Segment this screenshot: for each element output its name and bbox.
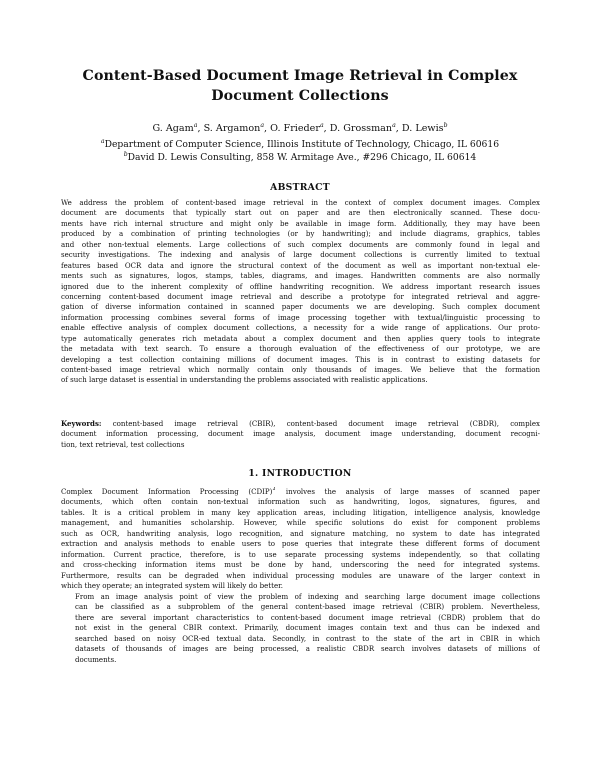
author: S. Argamon$^a$, — [203, 122, 271, 134]
intro-line: documents, which often contain non-textual information such as handwriting, logos, signatures, figures, and — [61, 497, 540, 507]
intro-line: documents. — [75, 654, 117, 664]
abstract-line: ignored due to the inherent complexity of offline handwriting recognition. We address important research issues — [61, 281, 540, 291]
intro-line: datasets of thousands of images are being processed, a realistic CBDR search involves datasets of millions of — [75, 644, 540, 654]
intro-line: searched based on noisy OCR-ed textual data. Secondly, in contrast to the state of the art in CBIR in which — [75, 633, 540, 643]
intro-line: From an image analysis point of view the problem of indexing and searching large document image collections — [75, 592, 540, 601]
abstract-line: and other non-textual elements. Large collections of such complex documents are commonly found in legal and — [61, 239, 540, 249]
abstract-line: information processing combines several forms of image processing together with textual/linguistic processing to — [61, 312, 540, 322]
abstract-line: ments have rich internal structure and might only be available in image form. Additionally, they may have been — [61, 218, 540, 228]
affiliation-mark: b — [123, 151, 128, 158]
intro-paragraph-2 — [61, 592, 540, 665]
intro-line: and cross-checking information items must be done by hand, underscoring the need for integrated systems. — [61, 560, 540, 570]
intro-line: can be classified as a subproblem of the general content-based image retrieval (CBIR) problem. Nevertheless, — [75, 602, 540, 612]
abstract-line: gation of diverse information contained in scanned paper documents we are developing. Such complex document — [61, 302, 540, 312]
abstract-line: the metadata with text search. To ensure a thorough evaluation of the effectiveness of our prototype, we are — [61, 344, 540, 354]
intro-line: management, and humanities scholarship. However, while specific solutions do exist for component problems — [61, 518, 540, 528]
intro-line: Furthermore, results can be degraded when individual processing modules are unaware of the larger context in — [61, 570, 540, 580]
intro-line: such as OCR, handwriting analysis, logo recognition, and signature matching, no system to date has integrated — [61, 528, 540, 538]
author: G. Agam$^a$, — [152, 122, 204, 134]
intro-line: there are several important characteristics to content-based document image retrieval (CBDR) problem that do — [75, 612, 540, 622]
title-line-1: Content-Based Document Image Retrieval in Complex — [82, 68, 518, 84]
affiliation-mark: a — [319, 122, 324, 129]
abstract-line: features based OCR data and ignore the structural context of the document as well as important non-textual ele- — [61, 260, 540, 270]
abstract-heading: ABSTRACT — [270, 182, 330, 193]
abstract-line: type automatically generates rich metadata about a complex document and then applies query tools to integrate — [61, 333, 540, 343]
author-list — [40, 122, 560, 135]
author: D. Grossman$^a$, — [329, 122, 402, 134]
abstract-line: document are documents that typically start out on paper and are then electronically scanned. These docu- — [61, 208, 540, 218]
keywords-line: Keywords: content-based image retrieval (CBIR), content-based document image retrieval (CBDR), complex — [61, 419, 540, 428]
footnote-mark: 1 — [272, 487, 277, 492]
affiliation-mark: a — [260, 122, 265, 129]
keywords-label: Keywords: — [61, 419, 102, 428]
abstract-line: ments such as signatures, logos, stamps, tables, diagrams, and images. Handwritten comments are also normally — [61, 271, 540, 281]
affiliation: $^b$David D. Lewis Consulting, 858 W. Armitage Ave., #296 Chicago, IL 60614 — [123, 151, 477, 163]
abstract-line: produced by a combination of printing technologies (or by handwriting); and include diagrams, graphics, tables — [61, 229, 540, 239]
affiliation-mark: b — [443, 122, 448, 129]
abstract-line: of such large dataset is essential in understanding the problems associated with realistic applications. — [61, 375, 428, 385]
intro-paragraph-1 — [61, 487, 540, 591]
keywords-block — [61, 419, 540, 450]
intro-line: which they operate; an integrated system will likely do better. — [61, 580, 283, 590]
title-line-2: Document Collections — [211, 88, 389, 104]
abstract-line: We address the problem of content-based image retrieval in the context of complex document images. Complex — [61, 198, 540, 207]
keywords-line: document information processing, document image analysis, document image understanding, document recogni- — [61, 429, 540, 439]
paper-title — [40, 66, 560, 106]
affiliation: $^a$Department of Computer Science, Illinois Institute of Technology, Chicago, IL 60616 — [100, 138, 500, 150]
section-heading: 1. INTRODUCTION — [248, 468, 352, 479]
abstract-body — [61, 198, 540, 386]
author: O. Frieder$^a$, — [270, 122, 330, 134]
author: D. Lewis$^b$ — [401, 122, 448, 134]
intro-line: information. Current practice, therefore, is to use separate processing systems independently, so that collating — [61, 549, 540, 559]
intro-line: extraction and analysis methods to enable users to pose queries that integrate these different forms of document — [61, 539, 540, 549]
keywords-line: tion, text retrieval, test collections — [61, 439, 185, 449]
abstract-line: enable effective analysis of complex document collections, a necessity for a wide range of applications. Our proto- — [61, 323, 540, 333]
affiliation-mark: a — [193, 122, 198, 129]
abstract-line: security investigations. The indexing and analysis of large document collections is currently limited to textual — [61, 250, 540, 260]
affiliation-mark: a — [392, 122, 396, 129]
abstract-line: concerning content-based document image retrieval and describe a prototype for integrated retrieval and aggre- — [61, 291, 540, 301]
affiliation-mark: a — [100, 138, 105, 145]
intro-line: not exist in the general CBIR context. Primarily, document images contain text and thus can be indexed and — [75, 623, 540, 633]
intro-line: Complex Document Information Processing (CDIP)$^1$ involves the analysis of large masses of scanned paper — [61, 487, 540, 496]
abstract-line: content-based image retrieval which normally contain only thousands of images. We believe that the formation — [61, 365, 540, 374]
abstract-line: developing a test collection containing millions of document images. This is in contrast to existing datasets for — [61, 354, 540, 364]
intro-line: tables. It is a critical problem in many key application areas, including litigation, intelligence analysis, knowledge — [61, 507, 540, 517]
